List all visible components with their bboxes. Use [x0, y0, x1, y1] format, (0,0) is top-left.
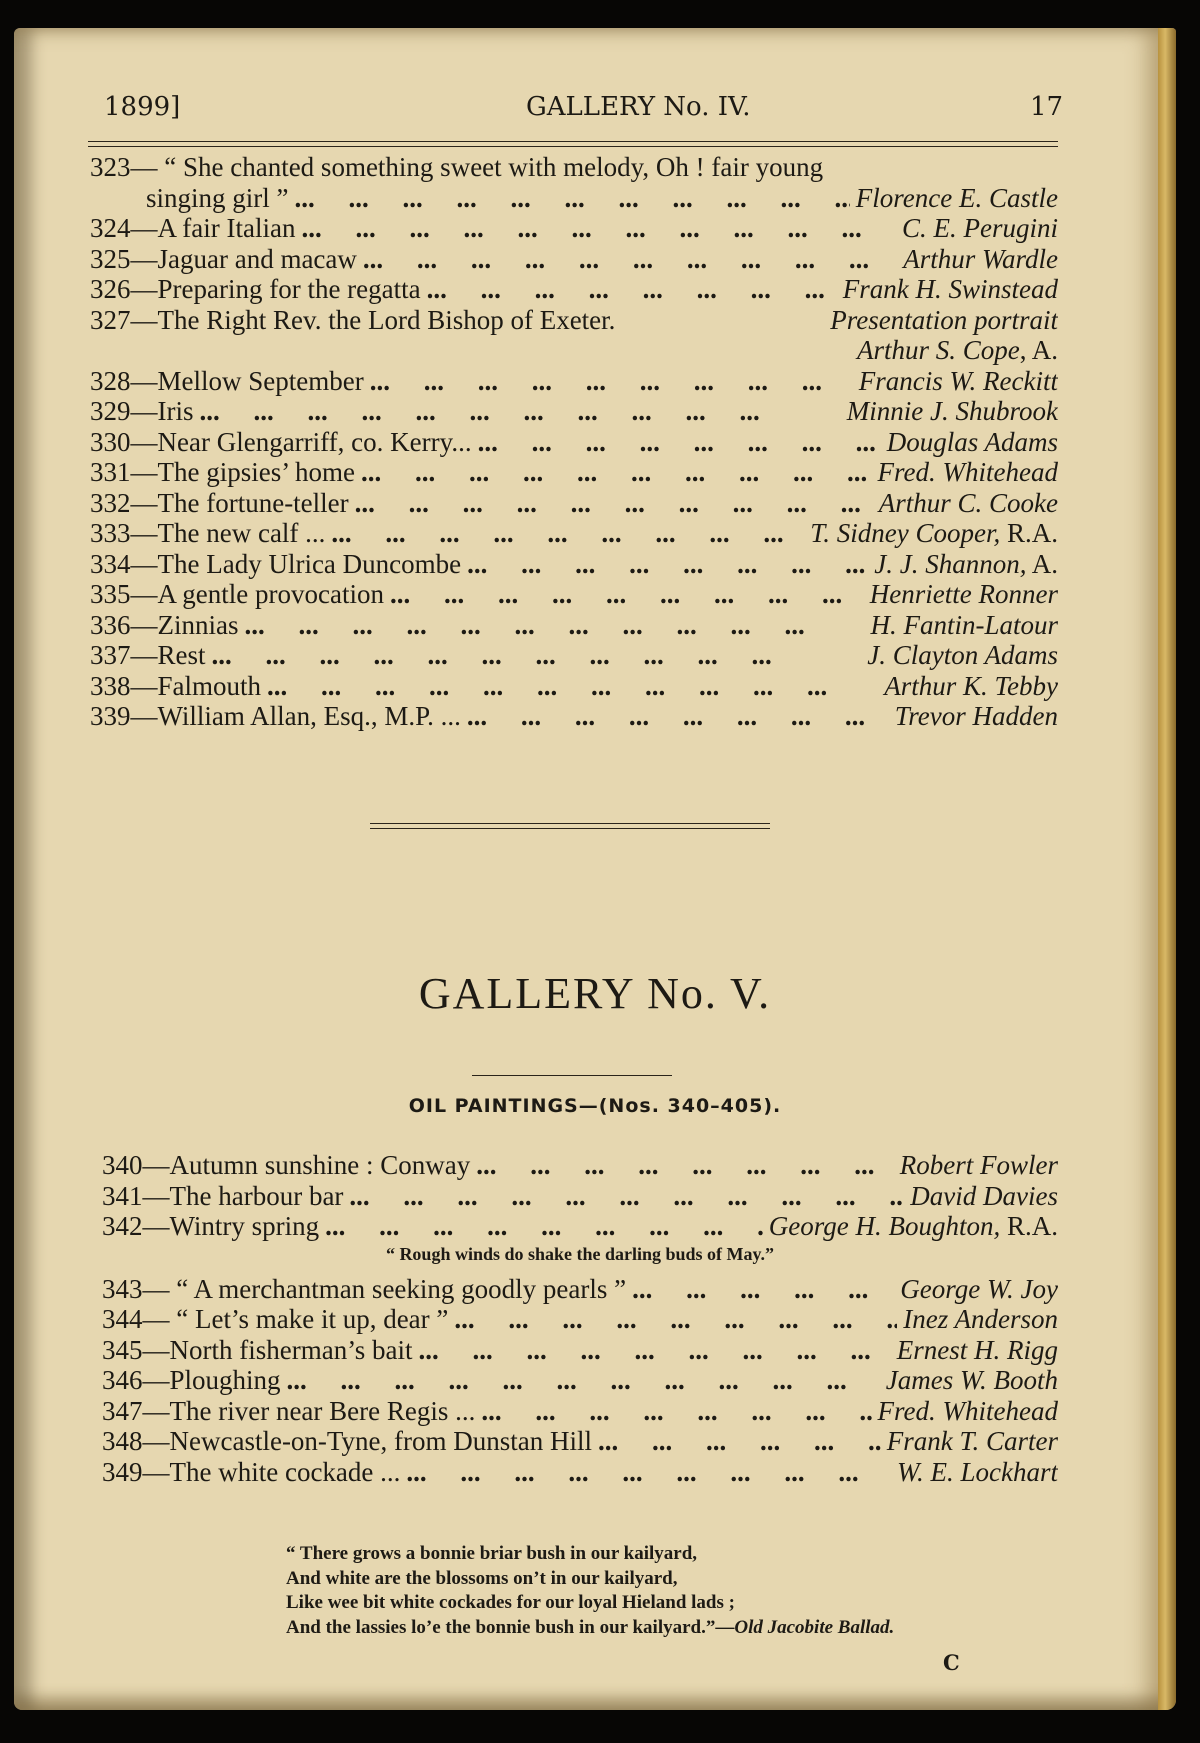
leader-dots: [325, 1211, 763, 1242]
artist-name: H. Fantin-Latour: [870, 609, 1058, 640]
leader-dots: [370, 366, 853, 397]
entry-title: 341—The harbour bar: [102, 1180, 344, 1211]
artist-name: J. Clayton Adams: [867, 640, 1058, 670]
catalogue-entry: [102, 1181, 1058, 1212]
entry-title: 331—The gipsies’ home: [90, 457, 355, 487]
artist-name: Frank H. Swinstead: [842, 274, 1058, 304]
artist-name: C. E. Perugini: [902, 213, 1058, 243]
book-page: [14, 28, 1176, 1710]
entry-title: 333—The new calf ...: [90, 518, 326, 548]
page-number: 17: [1030, 92, 1064, 122]
leader-dots: [287, 1365, 880, 1396]
catalogue-entry: [90, 213, 1058, 244]
verse-line: “ There grows a bonnie briar bush in our kailyard,: [286, 1543, 698, 1564]
catalogue-entry: [90, 396, 1058, 427]
catalogue-entry: [90, 640, 1058, 671]
entry-number: 341: [102, 1180, 143, 1211]
verse-source: Old Jacobite Ballad.: [734, 1616, 895, 1638]
artist-name: Arthur S. Cope, A.: [856, 335, 1058, 365]
artist-name: Douglas Adams: [886, 426, 1058, 457]
leader-dots: [361, 457, 872, 488]
catalogue-entry: [90, 427, 1058, 458]
entry-number: 343: [102, 1273, 143, 1304]
entry-title: 324—A fair Italian: [90, 213, 296, 243]
entry-title: 336—Zinnias: [90, 609, 239, 640]
entry-title: 329—Iris: [90, 396, 194, 426]
entry-number: 338: [90, 670, 131, 701]
entry-title: 344— “ Let’s make it up, dear ”: [102, 1304, 449, 1334]
artist-name: Arthur C. Cooke: [878, 487, 1058, 518]
entry-title: 330—Near Glengarriff, co. Kerry...: [90, 426, 472, 457]
leader-dots: [476, 1150, 894, 1181]
entry-title: 328—Mellow September: [90, 365, 364, 396]
leader-dots: [349, 1181, 904, 1212]
leader-dots: [245, 610, 865, 641]
entry-title: 343— “ A merchantman seeking goodly pearls ”: [102, 1273, 627, 1304]
leader-dots: [598, 1426, 881, 1457]
entry-number: 346: [102, 1365, 143, 1395]
entry-title: 326—Preparing for the regatta: [90, 274, 421, 304]
artist-name: Ernest H. Rigg: [896, 1334, 1058, 1365]
artist-name: T. Sidney Cooper, R.A.: [810, 518, 1058, 548]
leader-dots: [632, 1274, 894, 1305]
entry-title: 338—Falmouth: [90, 670, 262, 701]
header-rule-thin: [88, 146, 1058, 147]
entry-title: 332—The fortune-teller: [90, 487, 349, 518]
catalogue-entry: [102, 1150, 1058, 1181]
entry-title: 335—A gentle provocation: [90, 579, 384, 609]
artist-name: Arthur K. Tebby: [884, 670, 1058, 701]
entry-number: 344: [102, 1304, 143, 1334]
entry-title: 340—Autumn sunshine : Conway: [102, 1150, 471, 1180]
artist-name: W. E. Lockhart: [897, 1456, 1058, 1487]
verse-line: Like wee bit white cockades for our loyal Hieland lads ;: [286, 1592, 735, 1613]
artist-name: Minnie J. Shubrook: [846, 396, 1058, 426]
entry-title: 323— “ She chanted something sweet with melody, Oh ! fair young: [90, 152, 824, 182]
entry-continuation: singing girl ” ... Florence E. Castle: [90, 183, 1058, 214]
leader-dots: [390, 579, 864, 610]
catalogue-entry: [102, 1211, 1058, 1242]
leader-dots: [363, 244, 897, 275]
catalogue-entry: [102, 1457, 1058, 1488]
artist-name: Francis W. Reckitt: [858, 365, 1058, 396]
verse-line: And white are the blossoms on’t in our kailyard,: [286, 1567, 678, 1589]
catalogue-entry: [102, 1335, 1058, 1366]
entry-number: 339: [90, 701, 131, 731]
entry-title: 342—Wintry spring: [102, 1211, 320, 1241]
entry-title: 334—The Lady Ulrica Duncombe: [90, 548, 462, 579]
artist-name: George H. Boughton, R.A.: [768, 1211, 1058, 1241]
catalogue-entry: [90, 488, 1058, 519]
artist-name: Henriette Ronner: [869, 579, 1058, 609]
entry-number: 342: [102, 1211, 143, 1241]
artist-name: Inez Anderson: [903, 1304, 1058, 1334]
catalogue-entry: [90, 701, 1058, 732]
entry-number: 333: [90, 518, 131, 548]
entry-number: 349: [102, 1456, 143, 1487]
entry-quotation: “ Rough winds do shake the darling buds of May.”: [385, 1243, 775, 1264]
catalogue-entry: [90, 152, 1058, 183]
entry-title: 345—North fisherman’s bait: [102, 1334, 413, 1365]
signature-mark: C: [943, 1650, 960, 1675]
entry-number: 347: [102, 1395, 143, 1426]
entry-title: 337—Rest: [90, 640, 206, 670]
entry-note: Presentation portrait: [830, 304, 1058, 335]
entry-number: 337: [90, 640, 131, 670]
artist-name: Florence E. Castle: [855, 182, 1058, 213]
catalogue-entry: [102, 1304, 1058, 1335]
leader-dots: [406, 1457, 891, 1488]
leader-dots: [467, 701, 889, 732]
leader-dots: [467, 549, 868, 580]
entry-number: 345: [102, 1334, 143, 1365]
gallery-5-subtitle: OIL PAINTINGS—(Nos. 340–405).: [408, 1095, 782, 1117]
running-header: [90, 92, 1064, 136]
section-divider: [370, 823, 770, 824]
entry-title: 339—William Allan, Esq., M.P. ...: [90, 701, 461, 731]
catalogue-entry: [90, 610, 1058, 641]
entry-number: 330: [90, 426, 131, 457]
entry-number: 335: [90, 579, 131, 609]
entry-number: 325: [90, 243, 131, 274]
leader-dots: [200, 396, 841, 427]
artist-name: Fred. Whitehead: [877, 457, 1058, 487]
catalogue-entry: [102, 1274, 1058, 1305]
artist-name: Trevor Hadden: [894, 701, 1058, 731]
entry-title: 348—Newcastle-on-Tyne, from Dunstan Hill: [102, 1426, 592, 1456]
catalogue-entry: [90, 579, 1058, 610]
entry-number: 328: [90, 365, 131, 396]
leader-dots: [355, 488, 873, 519]
catalogue-entry: [90, 244, 1058, 275]
entry-number: 340: [102, 1150, 143, 1180]
catalogue-entry: [102, 1426, 1058, 1457]
catalogue-entry: [102, 1396, 1058, 1427]
entry-number: 329: [90, 396, 131, 426]
gallery-5-list: [102, 1150, 1058, 1487]
artist-name: Robert Fowler: [899, 1150, 1058, 1180]
artist-name: Arthur Wardle: [903, 243, 1058, 274]
leader-dots: [301, 213, 896, 244]
catalogue-entry: [90, 274, 1058, 305]
catalogue-entry: [90, 549, 1058, 580]
catalogue-entry: 327—The Right Rev. the Lord Bishop of Exeter. Presentation portrait: [90, 304, 1058, 335]
leader-dots: [418, 1335, 890, 1366]
entry-number: 336: [90, 609, 131, 640]
leader-dots: [427, 274, 837, 305]
artist-name: Frank T. Carter: [886, 1426, 1058, 1456]
verse-line: And the lassies lo’e the bonnie bush in our kailyard.”—Old Jacobite Ballad.: [286, 1616, 895, 1638]
artist-name: George W. Joy: [900, 1273, 1058, 1304]
header-year: 1899]: [104, 92, 181, 122]
catalogue-entry: [90, 518, 1058, 549]
entry-number: 326: [90, 274, 131, 304]
title-rule: [472, 1075, 672, 1076]
catalogue-entry: [102, 1365, 1058, 1396]
catalogue-entry: [90, 671, 1058, 702]
catalogue-entry: [90, 457, 1058, 488]
artist-name: Fred. Whitehead: [877, 1395, 1058, 1426]
leader-dots: [454, 1304, 897, 1335]
section-divider-2: [370, 828, 770, 829]
entry-number: 324: [90, 213, 131, 243]
page-edge: [1158, 28, 1176, 1710]
entry-number: 331: [90, 457, 131, 487]
entry-number: 327: [90, 304, 131, 335]
gallery-4-list: [90, 152, 1058, 732]
entry-title: 347—The river near Bere Regis ...: [102, 1395, 476, 1426]
catalogue-entry: [90, 366, 1058, 397]
gallery-5-title: GALLERY No. V.: [418, 969, 772, 1018]
artist-name: David Davies: [910, 1180, 1058, 1211]
artist-name: James W. Booth: [885, 1365, 1058, 1395]
header-title: GALLERY No. IV.: [526, 92, 751, 122]
leader-dots: [331, 518, 804, 549]
entry-number: 323: [90, 152, 131, 182]
leader-dots: [481, 1396, 871, 1427]
entry-title: 325—Jaguar and macaw: [90, 243, 357, 274]
artist-name: J. J. Shannon, A.: [874, 548, 1058, 579]
entry-number: 348: [102, 1426, 143, 1456]
entry-title: 346—Ploughing: [102, 1365, 281, 1395]
leader-dots: [267, 671, 878, 702]
header-rule: [88, 141, 1058, 142]
ballad-verse: [286, 1542, 894, 1640]
leader-dots: [478, 427, 881, 458]
entry-title: 349—The white cockade ...: [102, 1456, 401, 1487]
leader-dots: [212, 640, 862, 671]
entry-number: 334: [90, 548, 131, 579]
entry-number: 332: [90, 487, 131, 518]
